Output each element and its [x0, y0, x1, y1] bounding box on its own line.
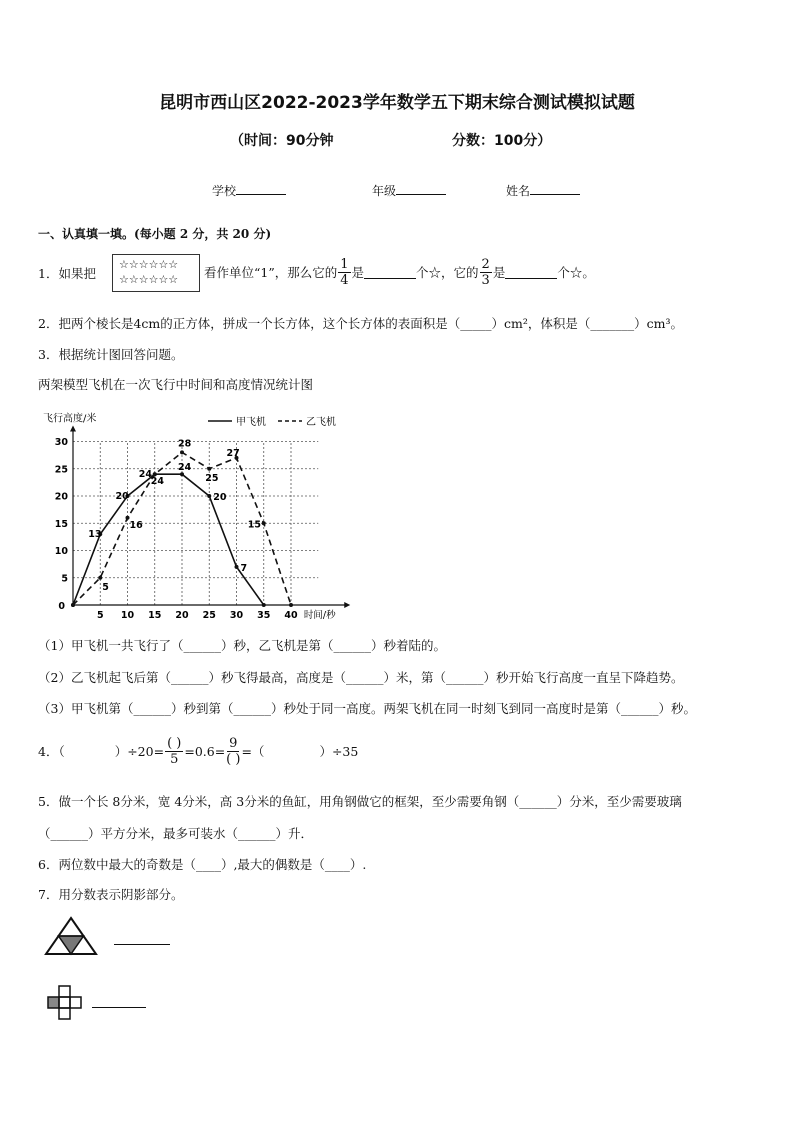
legend-label: 乙飞机: [306, 417, 336, 428]
frac-num[interactable]: ( ): [167, 735, 182, 751]
y-tick-label: 20: [54, 491, 68, 503]
question-5-line-2: （______）平方分米，最多可装水（______）升．: [38, 826, 314, 841]
q1-text-f: 个☆。: [557, 265, 595, 280]
y-tick-label: 15: [54, 518, 68, 530]
data-label: 24: [138, 469, 152, 481]
x-tick-label: 35: [257, 610, 271, 621]
question-3-1: （1）甲飞机一共飞行了（______）秒，乙飞机是第（______）秒着陆的。: [38, 638, 446, 653]
x-axis-label: 时间/秒: [303, 610, 336, 621]
name-label: 姓名: [506, 184, 531, 198]
fraction-2-3: [480, 258, 492, 287]
q1-text-c: 是: [351, 265, 365, 280]
frac-den[interactable]: ( ): [226, 751, 241, 767]
data-label: 15: [247, 519, 261, 531]
data-label: 28: [178, 438, 192, 450]
data-label: 5: [102, 581, 109, 593]
q1-text-d: 个☆，它的: [416, 265, 479, 280]
q1-text: [204, 255, 595, 289]
data-point: [98, 576, 102, 580]
data-label: 24: [178, 462, 192, 474]
q1-blank-1[interactable]: [364, 266, 416, 279]
name-blank[interactable]: [530, 182, 580, 195]
data-label: 27: [226, 447, 240, 459]
data-point: [180, 450, 184, 454]
frac-den: 4: [340, 272, 349, 288]
question-5-line-1: 5．做一个长 8分米，宽 4分米，高 3分米的鱼缸，用角钢做它的框架，至少需要角钢（______）分米，至少需要玻璃: [38, 794, 682, 809]
q1-prefix: 1．如果把: [38, 266, 96, 281]
q7-answer-blank-1[interactable]: [114, 944, 170, 945]
star-row-2: ☆☆☆☆☆☆: [119, 273, 179, 286]
school-blank[interactable]: [236, 182, 286, 195]
x-tick-label: 40: [284, 610, 298, 621]
name-field: [506, 182, 580, 199]
q4-text-a: 4．（: [38, 744, 65, 759]
y-tick-label: 10: [54, 546, 68, 557]
x-tick-label: 10: [120, 610, 135, 621]
question-2: 2．把两个棱长是4cm的正方体，拼成一个长方体，这个长方体的表面积是（_____）cm²，体积是（_______）cm³。: [38, 316, 683, 331]
triangle-figure: [44, 915, 99, 957]
y-axis-arrow: [70, 426, 76, 432]
exam-time: （时间：90分钟: [230, 133, 334, 149]
frac-den: 3: [481, 272, 490, 288]
frac-den: 5: [170, 751, 179, 767]
origin-label: 0: [58, 601, 65, 612]
data-label: 24: [150, 476, 164, 488]
grade-field: [372, 182, 446, 199]
q4-text-b: ）÷20=: [114, 744, 165, 759]
x-tick-label: 30: [229, 610, 244, 621]
data-point: [262, 521, 266, 525]
frac-num: 9: [229, 735, 238, 751]
question-7: 7．用分数表示阴影部分。: [38, 887, 184, 902]
line-chart: [38, 395, 368, 627]
data-label: 20: [213, 492, 227, 503]
section-heading: 一、认真填一填。(每小题 2 分，共 20 分): [38, 227, 272, 241]
school-field: [212, 182, 286, 199]
data-label: 20: [115, 491, 129, 502]
star-box: [112, 254, 200, 292]
data-label: 7: [240, 562, 248, 574]
x-tick-label: 25: [202, 610, 216, 621]
q7-answer-blank-2[interactable]: [92, 1007, 146, 1008]
q1-blank-2[interactable]: [505, 266, 557, 279]
data-point: [289, 603, 293, 607]
star-row-1: ☆☆☆☆☆☆: [119, 258, 179, 271]
y-tick-label: 30: [54, 437, 68, 448]
chart-caption: 两架模型飞机在一次飞行中时间和高度情况统计图: [38, 377, 314, 392]
data-point: [71, 603, 75, 607]
question-3: 3．根据统计图回答问题。: [38, 347, 184, 362]
data-label: 16: [129, 519, 143, 531]
data-label: 13: [88, 529, 102, 541]
cross-figure: [44, 984, 88, 1020]
grade-blank[interactable]: [396, 182, 446, 195]
data-point: [235, 565, 239, 569]
page-title: 昆明市西山区2022-2023学年数学五下期末综合测试模拟试题: [159, 93, 635, 113]
data-point: [262, 603, 266, 607]
question-3-3: （3）甲飞机第（______）秒到第（______）秒处于同一高度。两架飞机在同一时刻飞到同一高度时是第（______）秒。: [38, 701, 696, 716]
q4-text-d: =（: [241, 744, 265, 759]
question-3-2: （2）乙飞机起飞后第（______）秒飞得最高，高度是（______）米，第（______）秒开始飞行高度一直呈下降趋势。: [38, 670, 684, 685]
grade-label: 年级: [372, 184, 397, 198]
q1-text-e: 是: [492, 265, 506, 280]
legend-label: 甲飞机: [236, 417, 266, 428]
q1-text-b: 看作单位“1”，那么它的: [204, 265, 338, 280]
x-tick-label: 20: [175, 610, 189, 621]
fraction-9-blank: [226, 737, 240, 766]
data-point: [207, 494, 211, 498]
x-axis-arrow: [344, 602, 350, 608]
fraction-1-4: [338, 258, 350, 287]
data-label: 25: [205, 472, 219, 484]
x-tick-label: 5: [96, 610, 104, 621]
question-6: 6．两位数中最大的奇数是（____）,最大的偶数是（____）.: [38, 857, 367, 872]
frac-num: 2: [481, 256, 490, 272]
school-label: 学校: [212, 184, 237, 198]
y-tick-label: 25: [54, 464, 68, 476]
frac-num: 1: [340, 256, 349, 272]
x-tick-label: 15: [148, 610, 162, 621]
y-tick-label: 5: [61, 573, 68, 585]
question-4: [38, 730, 358, 772]
fraction-blank-5: [165, 737, 183, 766]
data-point: [207, 467, 211, 471]
exam-score: 分数：100分）: [452, 133, 552, 149]
y-axis-label: 飞行高度/米: [43, 413, 97, 425]
q4-text-c: =0.6=: [184, 743, 226, 759]
q4-text-e: ）÷35: [319, 744, 359, 759]
